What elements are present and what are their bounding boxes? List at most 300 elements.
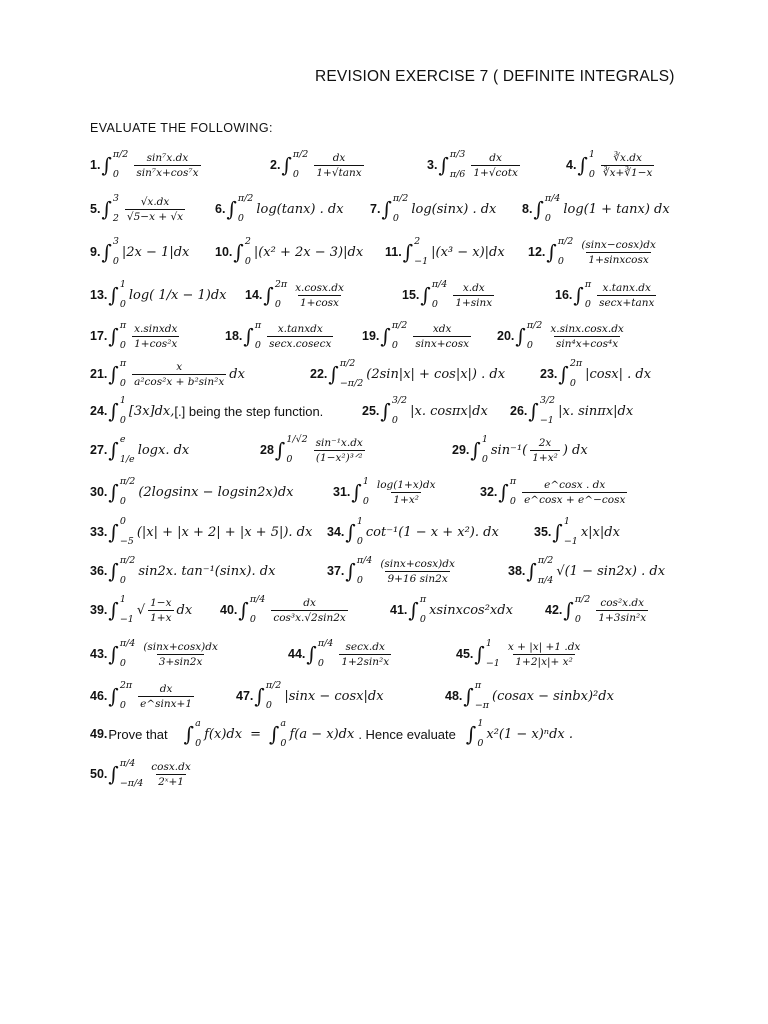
fraction <box>375 479 438 506</box>
integral-limits <box>545 194 561 224</box>
integral-symbol: ∫ <box>470 438 481 462</box>
problem-31 <box>333 472 441 512</box>
problem-28 <box>260 430 368 470</box>
integral-sign <box>474 639 499 669</box>
integral-limits <box>120 639 136 669</box>
problem-number: 2. <box>270 158 281 172</box>
integral-limits <box>420 595 426 625</box>
integral-limits <box>392 396 407 426</box>
expression: f(a − x)dx <box>289 726 355 742</box>
integral-sign <box>573 280 591 310</box>
problem-number: 16. <box>555 288 573 302</box>
lower-limit: −1 <box>563 536 578 547</box>
denominator: √5−x + √x <box>126 210 184 223</box>
integral-symbol: ∫ <box>108 684 119 708</box>
problem-number: 41. <box>390 603 408 617</box>
problem-5 <box>90 189 188 229</box>
lower-limit: 0 <box>569 378 576 389</box>
upper-limit: 3/2 <box>391 395 408 406</box>
upper-limit: π/4 <box>317 638 334 649</box>
integral-symbol: ∫ <box>381 197 392 221</box>
integral-limits <box>250 595 266 625</box>
integral-limits <box>432 280 448 310</box>
integral-sign <box>408 595 426 625</box>
expression: x|x|dx <box>580 524 620 540</box>
integral-sign <box>275 435 308 465</box>
numerator: x.sinxdx <box>134 322 178 335</box>
upper-limit: π/4 <box>544 193 561 204</box>
lower-limit: −5 <box>119 536 134 547</box>
integral-symbol: ∫ <box>528 399 539 423</box>
integral-symbol: ∫ <box>108 642 119 666</box>
lower-limit: −π/4 <box>119 778 144 789</box>
numerator: dx <box>159 682 173 695</box>
integral-limits <box>120 595 134 625</box>
integral-sign <box>403 237 428 267</box>
problem-20 <box>497 316 629 356</box>
integral-symbol: ∫ <box>380 324 391 348</box>
lower-limit: 0 <box>574 614 581 625</box>
integral-limits <box>318 639 334 669</box>
upper-limit: 2π <box>274 279 288 290</box>
integral-limits <box>120 681 132 711</box>
problem-number: 25. <box>362 404 380 418</box>
upper-limit: 1 <box>481 434 488 445</box>
integral-sign <box>380 321 407 351</box>
problem-number: 20. <box>497 329 515 343</box>
integral-symbol: ∫ <box>108 362 119 386</box>
fraction <box>339 641 391 668</box>
expression-prefix: √ <box>136 602 146 618</box>
lower-limit: 0 <box>274 299 281 310</box>
integral-sign <box>108 639 135 669</box>
denominator: e^sinx+1 <box>140 697 193 710</box>
expression: log(1 + tanx) dx <box>563 201 670 217</box>
fraction <box>314 437 365 464</box>
problem-44 <box>288 634 394 674</box>
integral-sign <box>108 396 125 426</box>
denominator: sin⁴x+cos⁴x <box>555 337 619 350</box>
upper-limit: 2π <box>569 358 583 369</box>
numerator: (sinx−cosx)dx <box>581 238 656 251</box>
lower-limit: 0 <box>391 415 398 426</box>
integral-symbol: ∫ <box>108 480 119 504</box>
integral-limits <box>120 321 126 351</box>
integral-limits <box>527 321 543 351</box>
problem-1 <box>90 145 204 185</box>
numerator: x.tanx.dx <box>602 281 651 294</box>
fraction <box>597 282 656 309</box>
integral-sign <box>254 681 281 711</box>
integral-sign <box>108 359 126 389</box>
fraction <box>267 323 333 350</box>
fraction <box>132 323 179 350</box>
instruction: EVALUATE THE FOLLOWING: <box>90 121 273 135</box>
upper-limit: π/2 <box>526 320 543 331</box>
upper-limit: π/2 <box>391 320 408 331</box>
fraction <box>506 641 583 668</box>
problem-number: 24. <box>90 404 108 418</box>
denominator: sinx+cosx <box>415 337 470 350</box>
upper-limit: π/2 <box>119 476 136 487</box>
integral-symbol: ∫ <box>108 762 119 786</box>
problem-number: 34. <box>327 525 345 539</box>
expression: (2sin|x| + cos|x|) . dx <box>366 366 506 382</box>
expression: log(tanx) . dx <box>256 201 344 217</box>
lower-limit: 0 <box>119 575 126 586</box>
integral-sign <box>184 719 201 749</box>
integral-symbol: ∫ <box>546 240 557 264</box>
problem-13 <box>90 275 227 315</box>
fraction <box>601 152 655 179</box>
integral-limits <box>558 237 574 267</box>
upper-limit: π/2 <box>557 236 574 247</box>
upper-limit: π/2 <box>237 193 254 204</box>
problem-number: 29. <box>452 443 470 457</box>
problem-number: 27. <box>90 443 108 457</box>
lower-limit: 0 <box>265 700 272 711</box>
integral-sign <box>552 517 577 547</box>
problem-30 <box>90 472 294 512</box>
problem-number: 46. <box>90 689 108 703</box>
problem-number: 17. <box>90 329 108 343</box>
lower-limit: 0 <box>431 299 438 310</box>
expression: |x. cosπx|dx <box>410 403 488 419</box>
integral-sign <box>381 194 408 224</box>
lower-limit: 0 <box>112 169 119 180</box>
integral-limits <box>293 150 309 180</box>
problem-number: 31. <box>333 485 351 499</box>
problem-14 <box>245 275 349 315</box>
integral-symbol: ∫ <box>108 438 119 462</box>
denominator: 1+cos²x <box>134 337 178 350</box>
upper-limit: 1 <box>119 279 126 290</box>
expression-suffix: dx <box>176 602 193 618</box>
problem-32 <box>480 472 630 512</box>
upper-limit: 1 <box>119 395 126 406</box>
problem-number: 26. <box>510 404 528 418</box>
problem-3 <box>427 145 523 185</box>
integral-limits <box>113 237 119 267</box>
integral-sign <box>438 150 465 180</box>
integral-sign <box>470 435 487 465</box>
lower-limit: 0 <box>286 454 293 465</box>
lower-limit: 0 <box>280 738 287 749</box>
integral-symbol: ∫ <box>108 520 119 544</box>
integral-symbol: ∫ <box>463 684 474 708</box>
denominator: 1+3sin²x <box>598 611 647 624</box>
lower-limit: 0 <box>119 658 126 669</box>
lower-limit: 0 <box>119 340 126 351</box>
integral-sign <box>533 194 560 224</box>
numerator: cos²x.dx <box>600 596 645 609</box>
lower-limit: 0 <box>195 738 202 749</box>
upper-limit: π/2 <box>265 680 282 691</box>
fraction <box>522 479 627 506</box>
denominator: 2ˣ+1 <box>158 775 184 788</box>
integral-sign <box>380 396 407 426</box>
problem-number: 8. <box>522 202 533 216</box>
problem-27 <box>90 430 189 470</box>
lower-limit: −π <box>474 700 490 711</box>
lower-limit: −π/2 <box>339 378 364 389</box>
problem-19 <box>362 316 474 356</box>
problem-10 <box>215 232 363 272</box>
fraction <box>271 597 348 624</box>
problem-number: 9. <box>90 245 101 259</box>
integral-limits <box>238 194 254 224</box>
upper-limit: π <box>254 320 262 331</box>
upper-limit: 2 <box>244 236 251 247</box>
lower-limit: 1/e <box>119 454 135 465</box>
integral-limits <box>286 435 307 465</box>
integral-sign <box>101 237 118 267</box>
fraction <box>132 361 226 388</box>
problem-number: 49. <box>90 727 108 741</box>
problem-text: [.] being the step function. <box>174 403 324 419</box>
numerator: xdx <box>432 322 452 335</box>
denominator: 9+16 sin2x <box>387 572 448 585</box>
integral-symbol: ∫ <box>402 240 414 264</box>
problem-number: 39. <box>90 603 108 617</box>
lower-limit: −1 <box>485 658 500 669</box>
integral-limits <box>195 719 201 749</box>
problem-39 <box>90 590 192 630</box>
lower-limit: 0 <box>119 299 126 310</box>
integral-symbol: ∫ <box>268 722 280 746</box>
problem-number: 47. <box>236 689 254 703</box>
integral-symbol: ∫ <box>498 480 509 504</box>
upper-limit: π/4 <box>356 555 373 566</box>
problem-number: 23. <box>540 367 558 381</box>
lower-limit: 0 <box>544 213 551 224</box>
problem-36 <box>90 551 275 591</box>
integral-sign <box>351 477 368 507</box>
problem-46 <box>90 676 197 716</box>
lower-limit: 2 <box>112 213 119 224</box>
integral-limits <box>245 237 251 267</box>
integral-sign <box>546 237 573 267</box>
integral-symbol: ∫ <box>438 153 449 177</box>
integral-limits <box>450 150 466 180</box>
integral-sign <box>108 556 135 586</box>
problem-number: 21. <box>90 367 108 381</box>
problem-2 <box>270 145 367 185</box>
upper-limit: 2 <box>414 236 421 247</box>
numerator: x + |x| +1 .dx <box>507 640 581 653</box>
expression: |2x − 1|dx <box>121 244 190 260</box>
upper-limit: π/2 <box>119 555 136 566</box>
denominator: 1+sinxcosx <box>588 253 649 266</box>
fraction <box>134 152 200 179</box>
integral-symbol: ∫ <box>526 559 537 583</box>
expression: [3x]dx, <box>128 403 175 419</box>
integral-sign <box>269 719 286 749</box>
problem-text: . Hence evaluate <box>358 726 456 742</box>
problem-number: 38. <box>508 564 526 578</box>
fraction <box>148 597 173 624</box>
fraction <box>293 282 346 309</box>
numerator: (sinx+cosx)dx <box>380 557 455 570</box>
denominator: 1+x² <box>393 493 419 506</box>
problem-number: 42. <box>545 603 563 617</box>
integral-symbol: ∫ <box>108 598 119 622</box>
integral-symbol: ∫ <box>533 197 544 221</box>
fraction <box>579 239 658 266</box>
integral-limits <box>564 517 578 547</box>
problem-number: 4. <box>566 158 577 172</box>
expression: (2logsinx − logsin2x)dx <box>138 484 294 500</box>
integral-limits <box>486 639 500 669</box>
integral-sign <box>558 359 582 389</box>
integral-sign <box>328 359 363 389</box>
problem-number: 50. <box>90 767 108 781</box>
fraction <box>138 683 194 710</box>
expression: log(sinx) . dx <box>411 201 497 217</box>
integral-symbol: ∫ <box>306 642 317 666</box>
denominator: sin⁷x+cos⁷x <box>136 166 199 179</box>
expression: log( 1/x − 1)dx <box>128 287 227 303</box>
integral-symbol: ∫ <box>238 598 249 622</box>
problem-15 <box>402 275 497 315</box>
problem-34 <box>327 512 499 552</box>
integral-sign <box>108 321 126 351</box>
problem-25 <box>362 391 488 431</box>
problem-number: 13. <box>90 288 108 302</box>
problem-42 <box>545 590 651 630</box>
fraction <box>471 152 520 179</box>
integral-limits <box>589 150 595 180</box>
problem-21 <box>90 354 245 394</box>
fraction <box>141 641 220 668</box>
problem-40 <box>220 590 351 630</box>
upper-limit: π/2 <box>339 358 356 369</box>
lower-limit: 0 <box>119 496 126 507</box>
upper-limit: π/2 <box>392 193 409 204</box>
problem-number: 19. <box>362 329 380 343</box>
upper-limit: π <box>119 358 127 369</box>
integral-limits <box>540 396 555 426</box>
lower-limit: 0 <box>356 575 363 586</box>
problem-22 <box>310 354 505 394</box>
denominator: secx.cosecx <box>269 337 332 350</box>
integral-limits <box>340 359 363 389</box>
lower-limit: 0 <box>419 614 426 625</box>
problem-number: 33. <box>90 525 108 539</box>
integral-symbol: ∫ <box>101 153 112 177</box>
upper-limit: 1 <box>588 149 595 160</box>
lower-limit: 0 <box>119 700 126 711</box>
integral-sign <box>101 150 128 180</box>
integral-limits <box>393 194 409 224</box>
fraction <box>548 323 626 350</box>
integral-sign <box>226 194 253 224</box>
problem-number: 15. <box>402 288 420 302</box>
expression: |x. sinπx|dx <box>558 403 634 419</box>
expression-suffix: dx <box>229 366 245 382</box>
integral-sign <box>108 280 125 310</box>
denominator: (1−x²)³ᐟ² <box>315 451 363 464</box>
problem-18 <box>225 316 336 356</box>
expression: cot⁻¹(1 − x + x²). dx <box>365 524 499 540</box>
denominator: e^cosx + e^−cosx <box>524 493 626 506</box>
fraction <box>453 282 494 309</box>
integral-sign <box>281 150 308 180</box>
problem-50 <box>90 754 196 794</box>
upper-limit: π/2 <box>292 149 309 160</box>
lower-limit: 0 <box>292 169 299 180</box>
problem-number: 48. <box>445 689 463 703</box>
problem-number: 44. <box>288 647 306 661</box>
integral-limits <box>255 321 261 351</box>
problem-4 <box>566 145 657 185</box>
problem-35 <box>534 512 620 552</box>
numerator: √x.dx <box>140 195 170 208</box>
integral-symbol: ∫ <box>101 240 112 264</box>
problem-number: 6. <box>215 202 226 216</box>
lower-limit: 0 <box>356 536 363 547</box>
integral-limits <box>120 759 143 789</box>
integral-limits <box>280 719 286 749</box>
integral-sign <box>466 719 483 749</box>
numerator: log(1+x)dx <box>376 478 436 491</box>
numerator: x <box>176 360 183 373</box>
lower-limit: 0 <box>588 169 595 180</box>
integral-symbol: ∫ <box>515 324 526 348</box>
expression: x²(1 − x)ⁿdx . <box>486 726 573 742</box>
integral-symbol: ∫ <box>263 283 274 307</box>
upper-limit: 3 <box>112 236 119 247</box>
integral-symbol: ∫ <box>281 153 292 177</box>
denominator: 1+sinx <box>455 296 493 309</box>
expression: f(x)dx <box>204 726 243 742</box>
problem-16 <box>555 275 659 315</box>
denominator: 1+2|x|+ x² <box>515 655 573 668</box>
lower-limit: 0 <box>391 340 398 351</box>
problem-text: Prove that <box>108 726 168 742</box>
upper-limit: π/4 <box>431 279 448 290</box>
upper-limit: 3 <box>112 193 119 204</box>
lower-limit: 0 <box>254 340 261 351</box>
lower-limit: 0 <box>526 340 533 351</box>
problem-48 <box>445 676 614 716</box>
upper-limit: π/2 <box>112 149 129 160</box>
integral-symbol: ∫ <box>108 559 119 583</box>
integral-limits <box>120 280 126 310</box>
integral-limits <box>357 517 363 547</box>
denominator: 1+√cotx <box>473 166 518 179</box>
denominator: ∛x+∛1−x <box>602 166 653 179</box>
integral-limits <box>357 556 373 586</box>
problem-33 <box>90 512 312 552</box>
integral-symbol: ∫ <box>274 438 286 462</box>
problem-number: 12. <box>528 245 546 259</box>
problem-number: 43. <box>90 647 108 661</box>
fraction <box>530 437 560 464</box>
lower-limit: 0 <box>237 213 244 224</box>
integral-sign <box>577 150 594 180</box>
integral-limits <box>120 477 136 507</box>
problem-number: 14. <box>245 288 263 302</box>
problem-number: 1. <box>90 158 101 172</box>
lower-limit: 0 <box>481 454 488 465</box>
numerator: dx <box>303 596 316 609</box>
expression: logx. dx <box>137 442 190 458</box>
integral-symbol: ∫ <box>108 399 119 423</box>
upper-limit: π <box>474 680 482 691</box>
denominator: cos³x.√2sin2x <box>273 611 346 624</box>
upper-limit: π <box>509 476 517 487</box>
